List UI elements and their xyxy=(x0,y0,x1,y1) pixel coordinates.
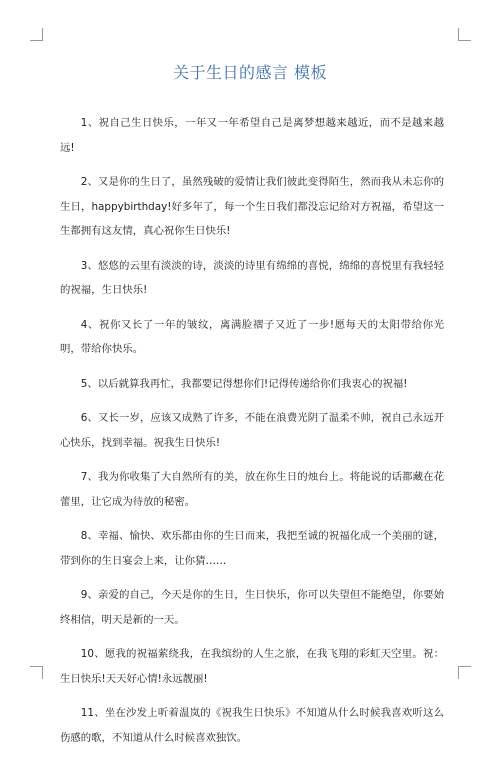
crop-mark-top-right xyxy=(458,28,471,41)
paragraph-10: 10、愿我的祝福萦绕我，在我缤纷的人生之旅，在我飞翔的彩虹天空里。祝：生日快乐!天天好心情!永远靓丽! xyxy=(60,648,444,685)
paragraph-6: 6、又长一岁，应该又成熟了许多，不能在浪费光阴了温柔不帅，祝自己永远开心快乐，找到幸福。祝我生日快乐! xyxy=(60,412,444,449)
paragraph-8: 8、幸福、愉快、欢乐都由你的生日而来，我把至诚的祝福化成一个美丽的谜，带到你的生日宴会上来，让你猜…… xyxy=(60,530,444,567)
paragraph-4: 4、祝你又长了一年的皱纹，离满脸褶子又近了一步!愿每天的太阳带给你光明，带给你快乐。 xyxy=(60,318,444,355)
paragraph-3: 3、悠悠的云里有淡淡的诗，淡淡的诗里有绵绵的喜悦，绵绵的喜悦里有我轻轻的祝福，生日快乐! xyxy=(60,259,444,296)
crop-mark-bottom-left xyxy=(30,666,43,679)
paragraph-11: 11、坐在沙发上听着温岚的《祝我生日快乐》不知道从什么时候我喜欢听这么伤感的歌，不知道从什么时候喜欢独饮。 xyxy=(60,707,444,744)
paragraph-5: 5、以后就算我再忙，我都要记得想你们!记得传递给你们我衷心的祝福! xyxy=(80,377,408,390)
paragraph-7: 7、我为你收集了大自然所有的美，放在你生日的烛台上。将能说的话都藏在花蕾里，让它成为待放的秘密。 xyxy=(60,471,444,508)
document-title: 关于生日的感言 模板 xyxy=(172,63,328,82)
paragraph-1: 1、祝自己生日快乐，一年又一年希望自己是离梦想越来越近，而不是越来越远! xyxy=(60,117,444,154)
paragraph-2: 2、又是你的生日了，虽然残破的爱情让我们彼此变得陌生，然而我从未忘你的生日，happybirthday!好多年了，每一个生日我们都没忘记给对方祝福，希望这一生都拥有这友情，真心祝你生日快乐! xyxy=(60,176,444,237)
paragraph-9: 9、亲爱的自己，今天是你的生日，生日快乐，你可以失望但不能绝望，你要始终相信，明天是新的一天。 xyxy=(60,589,444,626)
document-body xyxy=(60,111,444,760)
crop-mark-bottom-right xyxy=(458,666,471,679)
crop-mark-top-left xyxy=(30,28,43,41)
